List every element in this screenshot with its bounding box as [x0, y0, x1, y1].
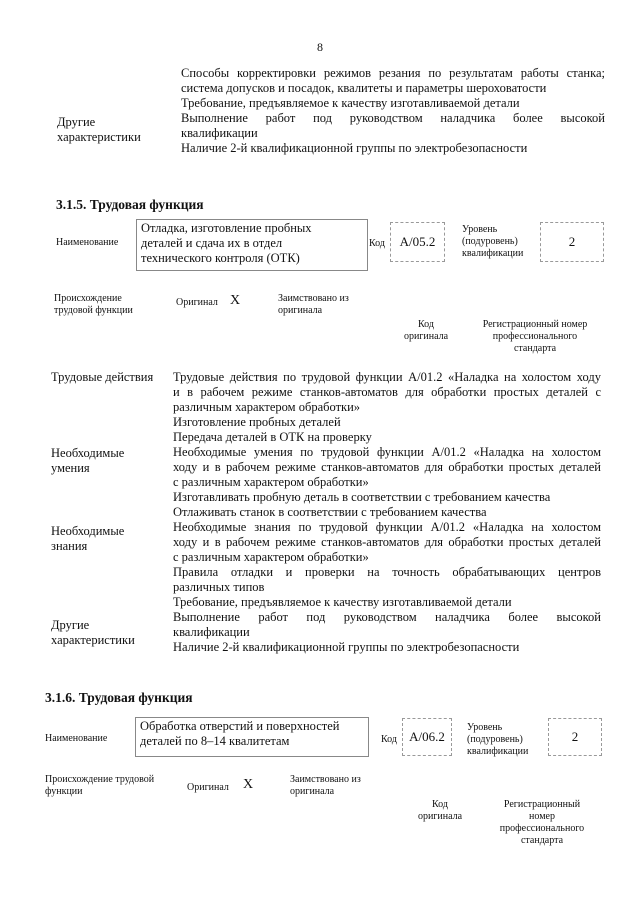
label-line: Другие	[51, 618, 90, 632]
section-heading: 3.1.5. Трудовая функция	[56, 197, 204, 212]
content-line: Отлаживать станок в соответствии с требованием качества	[173, 505, 487, 519]
borrowed-line: Заимствовано из	[278, 293, 349, 304]
borrowed-line: оригинала	[278, 305, 323, 316]
label-other	[51, 618, 135, 648]
content-line: Необходимые знания по трудовой функции A/01.2 «Наладка на холостом	[173, 520, 601, 534]
origin-line: трудовой функции	[54, 305, 133, 316]
content-line: с различным характером обработки»	[173, 550, 369, 564]
level-line: (подуровень)	[467, 734, 523, 745]
content-line: Выполнение работ под руководством наладчика более высокой	[173, 610, 601, 624]
code-original-label	[410, 799, 470, 823]
origin-line: Происхождение	[54, 293, 122, 304]
content-line: Способы корректировки режимов резания по результатам работы станка;	[181, 66, 605, 80]
content-line: Правила отладки и проверки на точность обрабатывающих центров	[173, 565, 601, 579]
content-line: квалификации	[181, 126, 258, 140]
borrowed-label	[290, 774, 361, 798]
page-number: 8	[317, 40, 323, 54]
reg-line: стандарта	[520, 835, 564, 846]
top-content	[181, 66, 605, 156]
content-line: ходу и в рабочем режиме станков-автоматов для обработки простых деталей	[173, 535, 601, 549]
content-line: различным характером обработки»	[173, 400, 361, 414]
label-line: Необходимые	[51, 446, 125, 460]
content-line: и в рабочем режиме станков-автоматов для обработки простых деталей с	[173, 385, 601, 399]
origin-label	[45, 774, 154, 798]
code-orig-line: оригинала	[403, 331, 449, 342]
level-value: 2	[548, 718, 602, 756]
section-heading: 3.1.6. Трудовая функция	[45, 690, 193, 705]
content-line: с различным характером обработки»	[173, 475, 369, 489]
name-label: Наименование	[56, 237, 119, 248]
level-line: квалификации	[467, 746, 529, 757]
origin-label	[54, 293, 133, 317]
function-name-box	[136, 219, 368, 271]
level-value: 2	[540, 222, 604, 262]
borrowed-line: оригинала	[290, 786, 335, 797]
level-label	[462, 224, 523, 260]
level-line: квалификации	[462, 248, 524, 259]
reg-line: Регистрационный	[503, 799, 581, 810]
code-value: A/05.2	[390, 222, 445, 262]
content-line: Изготовление пробных деталей	[173, 415, 341, 429]
label-line: умения	[51, 461, 90, 475]
reg-line: Регистрационный номер	[482, 319, 588, 330]
reg-number-label	[487, 799, 597, 847]
name-line: деталей по 8–14 квалитетам	[140, 734, 290, 748]
original-mark: X	[230, 293, 241, 308]
label-line: Другие	[57, 115, 96, 129]
origin-line: функции	[45, 786, 83, 797]
label-line: знания	[51, 539, 88, 553]
content-line: Необходимые умения по трудовой функции A/01.2 «Наладка на холостом	[173, 445, 601, 459]
reg-line: профессионального	[492, 331, 578, 342]
content-line: Выполнение работ под руководством наладчика более высокой	[181, 111, 605, 125]
function-content	[173, 370, 601, 655]
content-line: ходу и в рабочем режиме станков-автоматов для обработки простых деталей	[173, 460, 601, 474]
label-line: Необходимые	[51, 524, 125, 538]
code-label: Код	[381, 734, 397, 745]
content-line: система допусков и посадок, квалитеты и параметры шероховатости	[181, 81, 547, 95]
content-line: Изготавливать пробную деталь в соответствии с требованием качества	[173, 490, 551, 504]
reg-line: профессионального	[499, 823, 585, 834]
code-orig-line: Код	[418, 319, 434, 330]
code-orig-line: оригинала	[417, 811, 463, 822]
label-actions: Трудовые действия	[51, 370, 154, 384]
function-name-box	[135, 717, 369, 757]
original-label: Оригинал	[187, 782, 229, 793]
content-line: Трудовые действия по трудовой функции A/01.2 «Наладка на холостом ходу	[173, 370, 601, 384]
original-label: Оригинал	[176, 297, 218, 308]
reg-line: номер	[529, 811, 555, 822]
code-original-label	[396, 319, 456, 343]
code-orig-line: Код	[432, 799, 448, 810]
label-line: характеристики	[51, 633, 135, 647]
content-line: различных типов	[173, 580, 265, 594]
name-label: Наименование	[45, 733, 108, 744]
borrowed-line: Заимствовано из	[290, 774, 361, 785]
content-line: квалификации	[173, 625, 250, 639]
label-other	[57, 115, 141, 145]
level-line: Уровень	[462, 224, 498, 235]
name-line: Отладка, изготовление пробных	[141, 221, 312, 235]
content-line: Передача деталей в ОТК на проверку	[173, 430, 372, 444]
original-mark: X	[243, 777, 254, 792]
label-knowledge	[51, 524, 124, 554]
level-line: Уровень	[467, 722, 503, 733]
label-line: характеристики	[57, 130, 141, 144]
name-line: технического контроля (ОТК)	[141, 251, 300, 265]
content-line: Требование, предъявляемое к качеству изготавливаемой детали	[181, 96, 520, 110]
content-line: Наличие 2-й квалификационной группы по электробезопасности	[181, 141, 528, 155]
label-skills	[51, 446, 124, 476]
reg-line: стандарта	[513, 343, 557, 354]
content-line: Требование, предъявляемое к качеству изготавливаемой детали	[173, 595, 512, 609]
name-line: Обработка отверстий и поверхностей	[140, 719, 340, 733]
name-line: деталей и сдача их в отдел	[141, 236, 283, 250]
reg-number-label	[470, 319, 600, 355]
level-label	[467, 722, 528, 758]
content-line: Наличие 2-й квалификационной группы по электробезопасности	[173, 640, 520, 654]
origin-line: Происхождение трудовой	[45, 774, 155, 785]
borrowed-label	[278, 293, 349, 317]
code-value: A/06.2	[402, 718, 452, 756]
code-label: Код	[369, 238, 385, 249]
level-line: (подуровень)	[462, 236, 518, 247]
